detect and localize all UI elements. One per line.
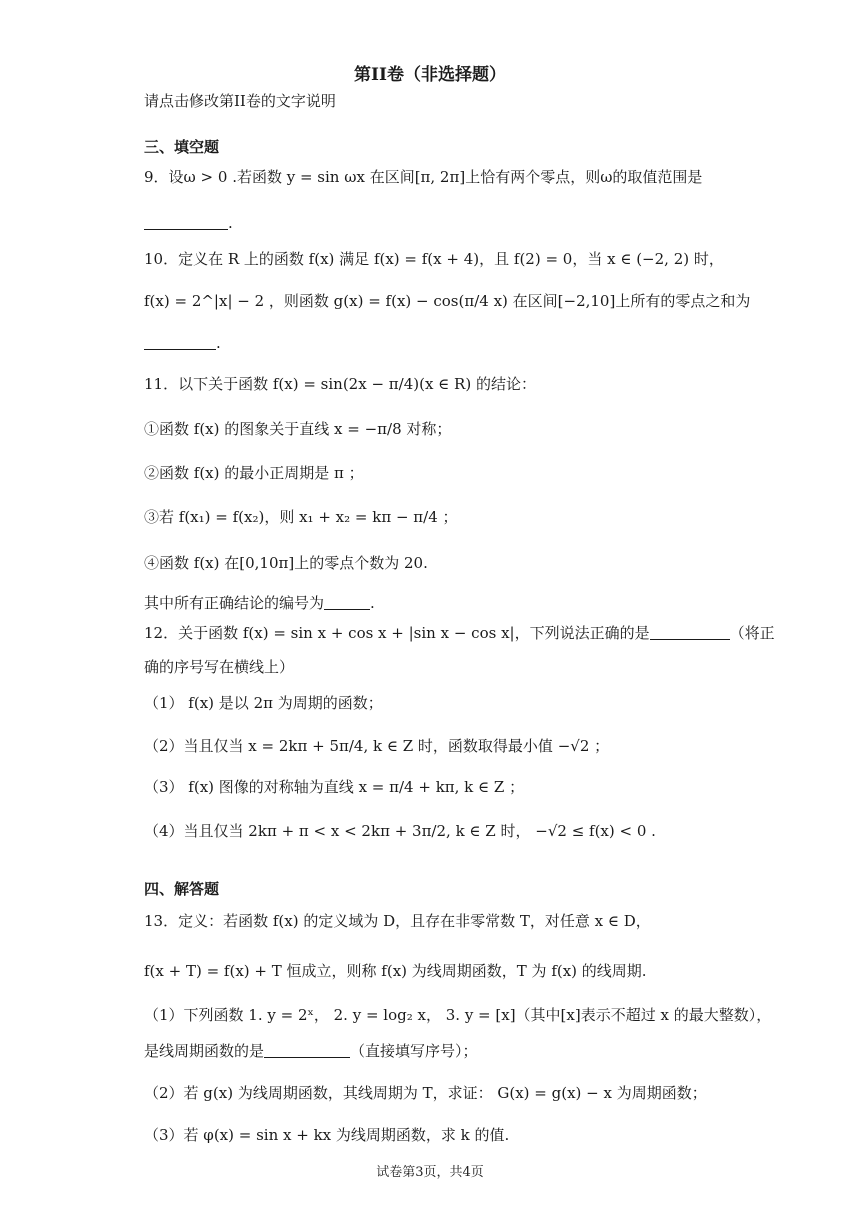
section-heading-solve: 四、解答题: [144, 880, 220, 898]
q10-end: .: [216, 334, 221, 352]
q11-statement-4: ④函数 f(x) 在[0,10π]上的零点个数为 20.: [144, 554, 428, 572]
q13-blank[interactable]: [264, 1041, 350, 1058]
q9-stem: 9．设ω > 0 .若函数 y = sin ωx 在区间[π, 2π]上恰有两个零点，则ω的取值范围是: [144, 168, 703, 186]
q13-part-1: （1）下列函数 1. y = 2ˣ， 2. y = log₂ x， 3. y = [x]（其中[x]表示不超过 x 的最大整数），: [144, 1006, 772, 1024]
q11-stem: 11．以下关于函数 f(x) = sin(2x − π/4)(x ∈ R) 的结论：: [144, 375, 536, 393]
section-heading-fill: 三、填空题: [144, 138, 220, 156]
q11-statement-3: ③若 f(x₁) = f(x₂)，则 x₁ + x₂ = kπ − π/4 ；: [144, 508, 458, 526]
q13-part-1-answer-text: 是线周期函数的是: [144, 1042, 265, 1060]
q11-ask: [144, 592, 375, 614]
q12-option-3: （3） f(x) 图像的对称轴为直线 x = π/4 + kπ, k ∈ Z ；: [144, 778, 525, 796]
q12-stem-tail: （将正: [729, 624, 775, 642]
q9-end: .: [228, 214, 233, 232]
q12-option-2: （2）当且仅当 x = 2kπ + 5π/4, k ∈ Z 时，函数取得最小值 −√2 ；: [144, 737, 610, 755]
q10-blank[interactable]: [144, 333, 216, 350]
q12-stem: [144, 622, 775, 644]
q12-option-4: （4）当且仅当 2kπ + π < x < 2kπ + 3π/2, k ∈ Z 时， −√2 ≤ f(x) < 0 .: [144, 822, 656, 840]
q11-statement-2: ②函数 f(x) 的最小正周期是 π ；: [144, 464, 364, 482]
page-footer: 试卷第3页，共4页: [376, 1165, 484, 1180]
q13-part-2: （2）若 g(x) 为线周期函数，其线周期为 T，求证： G(x) = g(x) − x 为周期函数；: [144, 1084, 707, 1102]
q12-option-1: （1） f(x) 是以 2π 为周期的函数；: [144, 694, 383, 712]
q12-blank[interactable]: [650, 623, 730, 640]
q9-answer-line: [144, 212, 233, 234]
page-title: 第II卷（非选择题）: [354, 65, 506, 85]
q11-ask-end: .: [370, 594, 375, 612]
q10-stem: 10．定义在 R 上的函数 f(x) 满足 f(x) = f(x + 4)，且 f(2) = 0，当 x ∈ (−2, 2) 时，: [144, 250, 724, 268]
q11-statement-1: ①函数 f(x) 的图象关于直线 x = −π/8 对称；: [144, 420, 452, 438]
section-instruction: 请点击修改第II卷的文字说明: [144, 92, 336, 110]
q13-stem-2: f(x + T) = f(x) + T 恒成立，则称 f(x) 为线周期函数，T 为 f(x) 的线周期.: [144, 962, 647, 980]
q9-blank[interactable]: [144, 213, 228, 230]
q12-stem-2: 确的序号写在横线上）: [144, 658, 295, 676]
q11-ask-text: 其中所有正确结论的编号为: [144, 594, 325, 612]
q12-stem-text: 12．关于函数 f(x) = sin x + cos x + |sin x − cos x|，下列说法正确的是: [144, 624, 650, 642]
q11-blank[interactable]: [324, 593, 370, 610]
q13-part-3: （3）若 φ(x) = sin x + kx 为线周期函数，求 k 的值.: [144, 1126, 510, 1144]
q13-part-1-answer-tail: （直接填写序号）；: [350, 1042, 478, 1060]
q10-stem-2: f(x) = 2^|x| − 2 ，则函数 g(x) = f(x) − cos(π/4 x) 在区间[−2,10]上所有的零点之和为: [144, 292, 751, 310]
q13-stem: 13．定义：若函数 f(x) 的定义域为 D，且存在非零常数 T，对任意 x ∈ D，: [144, 912, 651, 930]
q13-part-1-answer: [144, 1040, 478, 1062]
q10-answer-line: [144, 332, 221, 354]
